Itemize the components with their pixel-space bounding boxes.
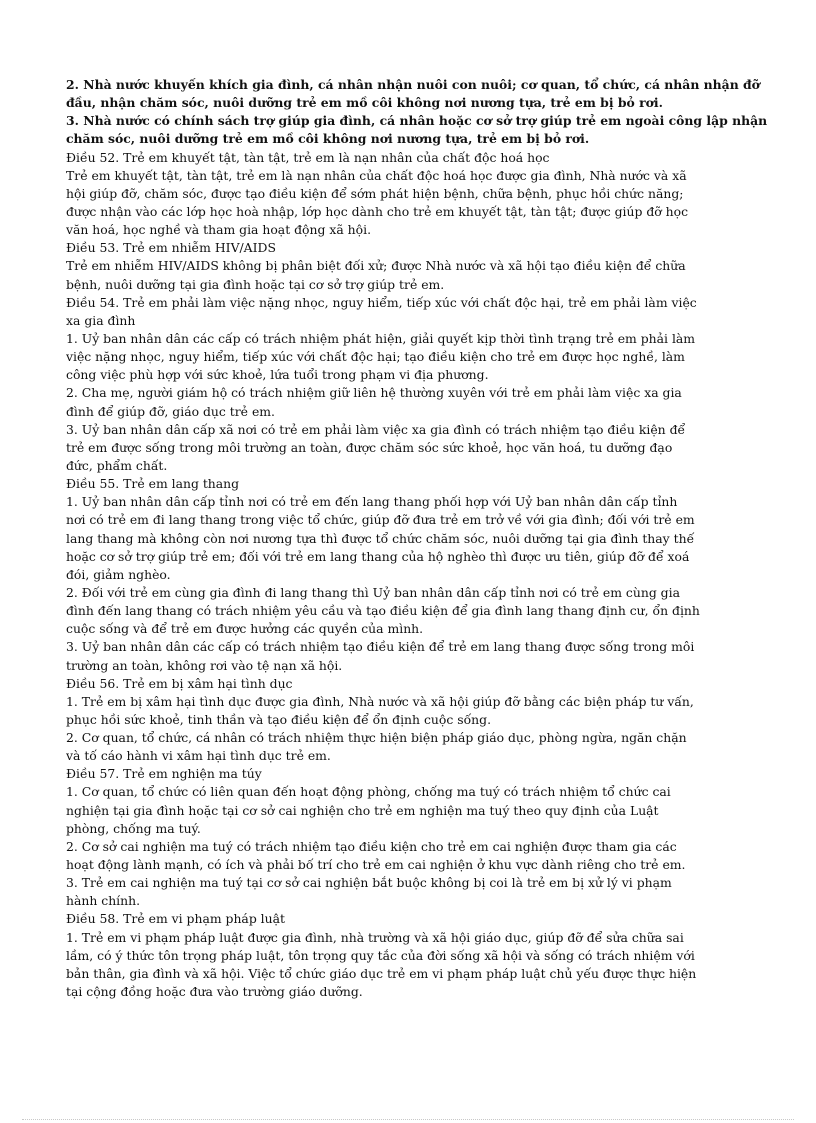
body-text-line: 3. Uỷ ban nhân dân các cấp có trách nhiệm tạo điều kiện để trẻ em lang thang được sống trong môi xyxy=(66,639,695,655)
body-text-line: văn hoá, học nghề và tham gia hoạt động xã hội. xyxy=(66,222,372,238)
article-heading-line: Điều 58. Trẻ em vi phạm pháp luật xyxy=(66,911,285,927)
body-text-line: 3. Uỷ ban nhân dân cấp xã nơi có trẻ em phải làm việc xa gia đình có trách nhiệm tạo điều kiện để xyxy=(66,421,686,437)
body-text-line: phục hồi sức khoẻ, tinh thần và tạo điều kiện để ổn định cuộc sống. xyxy=(66,711,492,727)
body-text-line: 1. Uỷ ban nhân dân các cấp có trách nhiệm phát hiện, giải quyết kịp thời tình trạng trẻ em phải làm xyxy=(66,330,696,346)
body-text-line: hội giúp đỡ, chăm sóc, được tạo điều kiện để sớm phát hiện bệnh, chữa bệnh, phục hồi chức năng; xyxy=(66,185,684,201)
body-text-line: tại cộng đồng hoặc đưa vào trường giáo dưỡng. xyxy=(66,984,363,1000)
body-text-line: lầm, có ý thức tôn trọng pháp luật, tôn trọng quy tắc của đời sống xã hội và sống có trách nhiệm với xyxy=(66,947,695,963)
body-text-line: cuộc sống và để trẻ em được hưởng các quyền của mình. xyxy=(66,621,424,637)
body-text-line: hoặc cơ sở trợ giúp trẻ em; đối với trẻ em lang thang của hộ nghèo thì được ưu tiên, giúp đỡ để xoá xyxy=(66,548,690,564)
body-text-line: trẻ em được sống trong môi trường an toàn, được chăm sóc sức khoẻ, học văn hoá, tu dưỡng đạo xyxy=(66,439,673,455)
body-text-line: nơi có trẻ em đi lang thang trong việc tổ chức, giúp đỡ đưa trẻ em trở về với gia đình; đối với trẻ em xyxy=(66,512,695,528)
body-text-line: trường an toàn, không rơi vào tệ nạn xã hội. xyxy=(66,657,343,673)
body-text-line: nghiện tại gia đình hoặc tại cơ sở cai nghiện cho trẻ em nghiện ma tuý theo quy định của Luật xyxy=(66,802,659,818)
body-text-line: 2. Cơ quan, tổ chức, cá nhân có trách nhiệm thực hiện biện pháp giáo dục, phòng ngừa, ngăn chặn xyxy=(66,730,687,746)
article-heading-line: Điều 56. Trẻ em bị xâm hại tình dục xyxy=(66,675,293,691)
body-text-line: đình đến lang thang có trách nhiệm yêu cầu và tạo điều kiện để gia đình lang thang định cư, ổn định xyxy=(66,603,700,619)
body-text-line: việc nặng nhọc, nguy hiểm, tiếp xúc với chất độc hại; tạo điều kiện cho trẻ em được học nghề, làm xyxy=(66,349,685,365)
article-heading-line: Điều 54. Trẻ em phải làm việc nặng nhọc, nguy hiểm, tiếp xúc với chất độc hại, trẻ em phải làm việc xyxy=(66,294,697,310)
body-text-line: chăm sóc, nuôi dưỡng trẻ em mồ côi không nơi nương tựa, trẻ em bị bỏ rơi. xyxy=(66,131,590,147)
body-text-line: 1. Trẻ em bị xâm hại tình dục được gia đình, Nhà nước và xã hội giúp đỡ bằng các biện pháp tư vấn, xyxy=(66,693,694,709)
article-heading-line: Điều 53. Trẻ em nhiễm HIV/AIDS xyxy=(66,240,276,256)
body-text-line: 2. Nhà nước khuyến khích gia đình, cá nhân nhận nuôi con nuôi; cơ quan, tổ chức, cá nhân nhận đỡ xyxy=(66,77,760,92)
document-page xyxy=(66,76,770,1001)
body-text-line: bản thân, gia đình và xã hội. Việc tổ chức giáo dục trẻ em vi phạm pháp luật chủ yếu được thực hiện xyxy=(66,965,697,981)
body-text-line: Trẻ em khuyết tật, tàn tật, trẻ em là nạn nhân của chất độc hoá học được gia đình, Nhà nước và xã xyxy=(66,167,687,183)
body-text-line: Trẻ em nhiễm HIV/AIDS không bị phân biệt đối xử; được Nhà nước và xã hội tạo điều kiện để chữa xyxy=(66,258,686,274)
body-text-line: lang thang mà không còn nơi nương tựa thì được tổ chức chăm sóc, nuôi dưỡng tại gia đình thay thế xyxy=(66,530,695,546)
article-heading-line: Điều 55. Trẻ em lang thang xyxy=(66,476,240,492)
body-text-line: 1. Uỷ ban nhân dân cấp tỉnh nơi có trẻ em đến lang thang phối hợp với Uỷ ban nhân dân cấp tỉnh xyxy=(66,494,678,510)
body-text-line: 2. Đối với trẻ em cùng gia đình đi lang thang thì Uỷ ban nhân dân cấp tỉnh nơi có trẻ em cùng gia xyxy=(66,584,680,600)
body-text-line: công việc phù hợp với sức khoẻ, lứa tuổi trong phạm vi địa phương. xyxy=(66,367,489,383)
body-text-line: 1. Trẻ em vi phạm pháp luật được gia đình, nhà trường và xã hội giáo dục, giúp đỡ để sửa chữa sai xyxy=(66,929,684,945)
body-text-line: 2. Cơ sở cai nghiện ma tuý có trách nhiệm tạo điều kiện cho trẻ em cai nghiện được tham gia các xyxy=(66,838,677,854)
body-text-line: đói, giảm nghèo. xyxy=(66,566,171,582)
body-text-line: và tố cáo hành vi xâm hại tình dục trẻ em. xyxy=(66,748,331,764)
body-text-line: 3. Nhà nước có chính sách trợ giúp gia đình, cá nhân hoặc cơ sở trợ giúp trẻ em ngoài công lập nhận xyxy=(66,113,768,129)
body-text-line: hoạt động lành mạnh, có ích và phải bố trí cho trẻ em cai nghiện ở khu vực dành riêng cho trẻ em. xyxy=(66,857,686,873)
body-text-line: phòng, chống ma tuý. xyxy=(66,820,201,836)
body-text-line: đầu, nhận chăm sóc, nuôi dưỡng trẻ em mồ côi không nơi nương tựa, trẻ em bị bỏ rơi. xyxy=(66,95,663,111)
body-text-line: đức, phẩm chất. xyxy=(66,457,168,473)
body-text-line: được nhận vào các lớp học hoà nhập, lớp học dành cho trẻ em khuyết tật, tàn tật; được giúp đỡ học xyxy=(66,203,689,219)
article-heading-line: Điều 57. Trẻ em nghiện ma túy xyxy=(66,766,262,782)
body-text-line: 3. Trẻ em cai nghiện ma tuý tại cơ sở cai nghiện bắt buộc không bị coi là trẻ em bị xử lý vi phạm xyxy=(66,875,672,891)
body-text-line: bệnh, nuôi dưỡng tại gia đình hoặc tại cơ sở trợ giúp trẻ em. xyxy=(66,276,445,292)
body-text-line: hành chính. xyxy=(66,893,141,909)
page-footer-divider xyxy=(22,1119,794,1120)
body-text-line: đình để giúp đỡ, giáo dục trẻ em. xyxy=(66,403,275,419)
body-text-line: xa gia đình xyxy=(66,312,136,328)
body-text-line: 1. Cơ quan, tổ chức có liên quan đến hoạt động phòng, chống ma tuý có trách nhiệm tổ chức cai xyxy=(66,784,671,800)
article-heading-line: Điều 52. Trẻ em khuyết tật, tàn tật, trẻ em là nạn nhân của chất độc hoá học xyxy=(66,149,550,165)
body-text-line: 2. Cha mẹ, người giám hộ có trách nhiệm giữ liên hệ thường xuyên với trẻ em phải làm việc xa gia xyxy=(66,385,682,401)
